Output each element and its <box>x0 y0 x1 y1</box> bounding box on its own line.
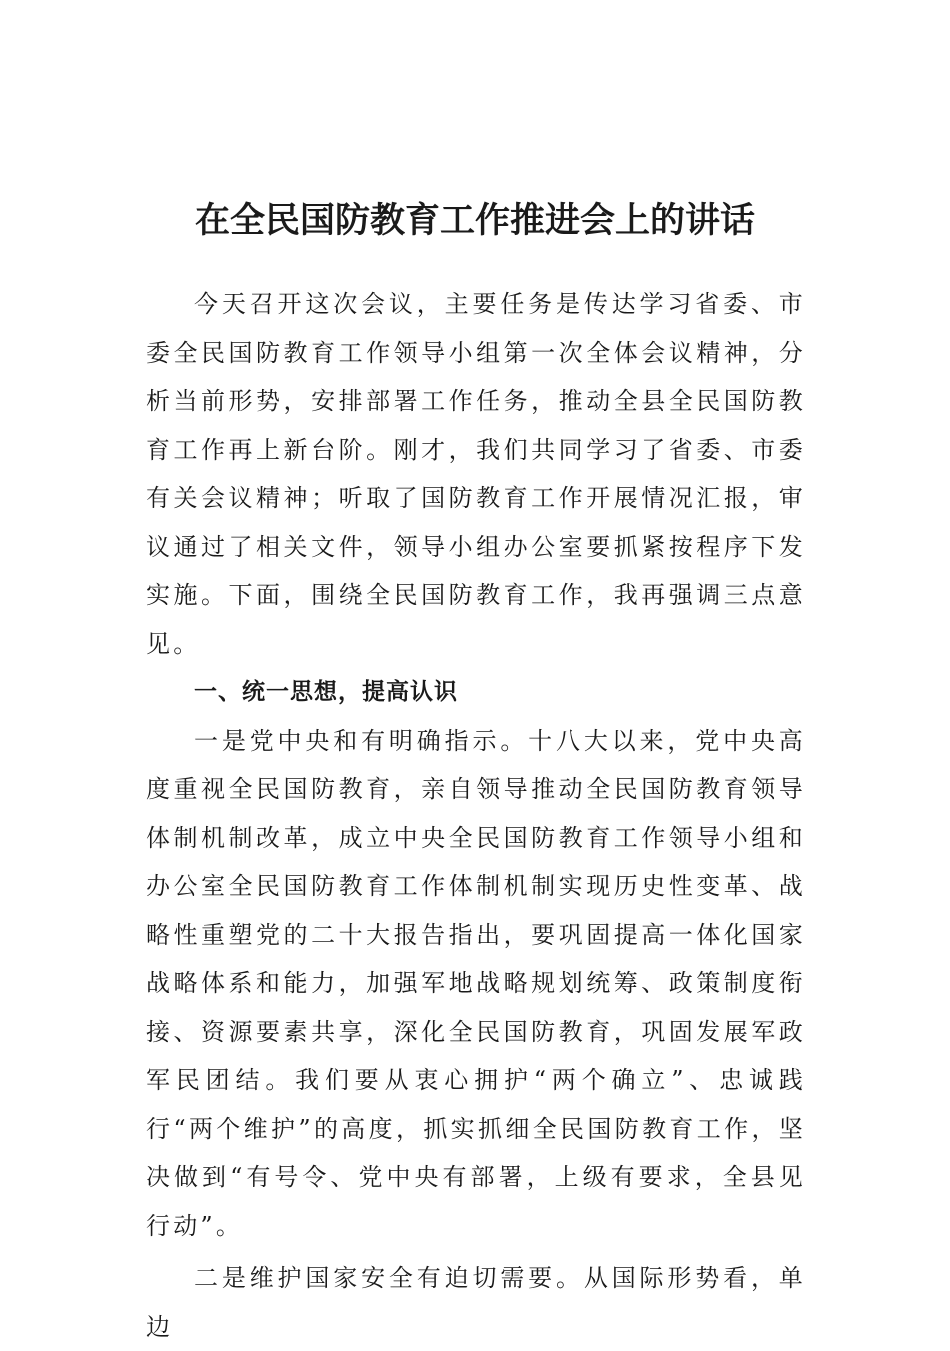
body-paragraph: 二是维护国家安全有迫切需要。从国际形势看，单边 <box>146 1264 806 1341</box>
document-body <box>146 280 806 1351</box>
body-paragraph: 一是党中央和有明确指示。十八大以来，党中央高度重视全民国防教育，亲自领导推动全民国防教育领导体制机制改革，成立中央全民国防教育工作领导小组和办公室全民国防教育工作体制机制实现历史性变革、战略性重塑党的二十大报告指出，要巩固提高一体化国家战略体系和能力，加强军地战略规划统筹、政策制度衔接、资源要素共享，深化全民国防教育，巩固发展军政军民团结。我们要从衷心拥护“两个确立”、忠诚践行“两个维护”的高度，抓实抓细全民国防教育工作，坚决做到“有号令、党中央有部署，上级有要求，全县见行动”。 <box>146 726 806 1240</box>
section-heading: 一、统一思想，提高认识 <box>194 679 458 705</box>
document-title: 在全民国防教育工作推进会上的讲话 <box>194 200 755 242</box>
intro-paragraph: 今天召开这次会议，主要任务是传达学习省委、市委全民国防教育工作领导小组第一次全体会议精神，分析当前形势，安排部署工作任务，推动全县全民国防教育工作再上新台阶。刚才，我们共同学习了省委、市委有关会议精神；听取了国防教育工作开展情况汇报，审议通过了相关文件，领导小组办公室要抓紧按程序下发实施。下面，围绕全民国防教育工作，我再强调三点意见。 <box>146 290 806 658</box>
